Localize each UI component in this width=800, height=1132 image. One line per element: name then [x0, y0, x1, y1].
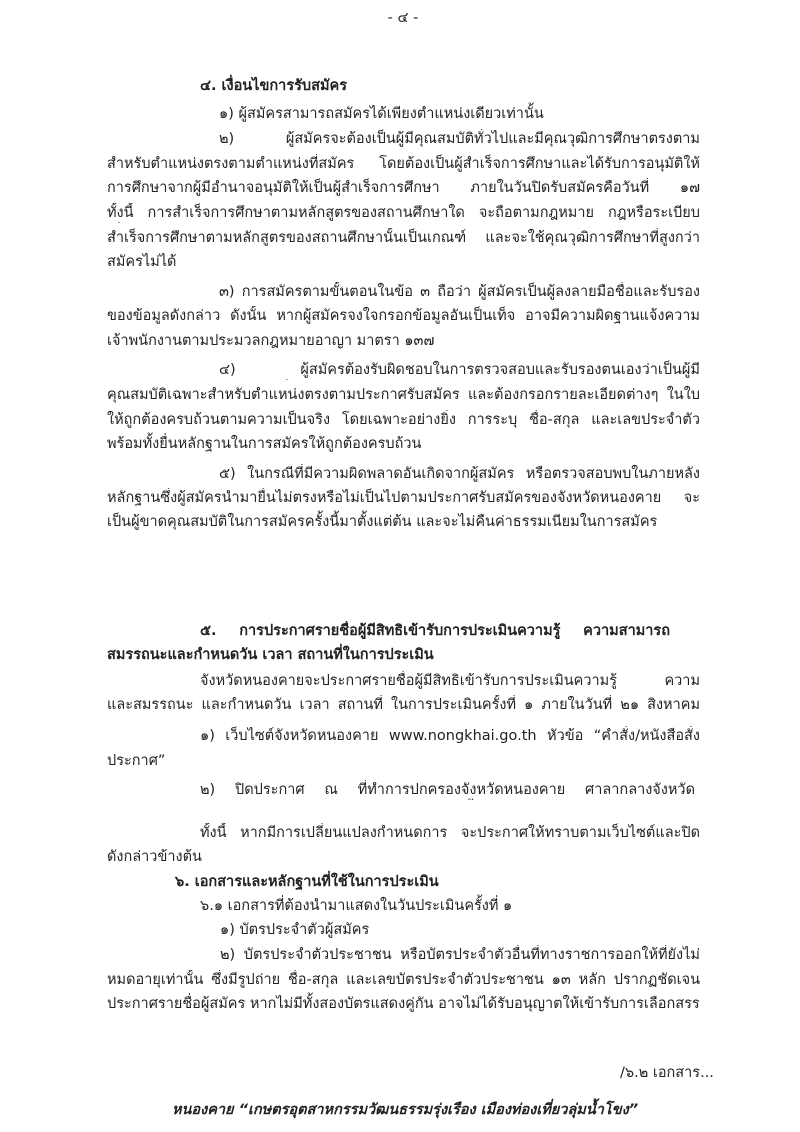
paragraph-line: ๖.๑ เอกสารที่ต้องนำมาแสดงในวันประเมินครั้งที่ ๑	[200, 898, 513, 914]
paragraph-line: เจ้าพนักงานตามประมวลกฎหมายอาญา มาตรา ๑๓๗	[107, 333, 435, 349]
paragraph-line: การศึกษาจากผู้มีอำนาจอนุมัติให้เป็นผู้สำเร็จการศึกษา ภายในวันปิดรับสมัครคือวันที่ ๑๗	[107, 180, 700, 196]
paragraph-line: สมัครไม่ได้	[107, 254, 177, 270]
section-heading: ๕. การประกาศรายชื่อผู้มีสิทธิเข้ารับการประเมินความรู้ ความสามารถ	[200, 623, 670, 639]
paragraph-line: หมดอายุเท่านั้น ซึ่งมีรูปถ่าย ชื่อ-สกุล และเลขบัตรประจำตัวประชาชน ๑๓ หลัก ปรากฏชัดเจน	[107, 972, 700, 988]
paragraph-line: ๑) ผู้สมัครสามารถสมัครได้เพียงตำแหน่งเดียวเท่านั้น	[219, 106, 544, 122]
paragraph-line: ๔) ผู้สมัครต้องรับผิดชอบในการตรวจสอบและรับรองตนเองว่าเป็นผู้มี	[219, 362, 700, 378]
section-heading: ๔. เงื่อนไขการรับสมัคร	[200, 78, 347, 94]
paragraph-line: ๓) การสมัครตามขั้นตอนในข้อ ๓ ถือว่า ผู้สมัครเป็นผู้ลงลายมือชื่อและรับรอง	[219, 284, 700, 300]
footer-slogan: หนองคาย “เกษตรอุตสาหกรรมวัฒนธรรมรุ่งเรือง เมืองท่องเที่ยวลุ่มน้ำโขง”	[171, 1102, 639, 1118]
paragraph-line: ของข้อมูลดังกล่าว ดังนั้น หากผู้สมัครจงใจกรอกข้อมูลอันเป็นเท็จ อาจมีความผิดฐานแจ้งความ	[107, 308, 700, 324]
paragraph-line: ๒) ผู้สมัครจะต้องเป็นผู้มีคุณสมบัติทั่วไปและมีคุณวุฒิการศึกษาตรงตาม	[219, 131, 700, 147]
paragraph-line: สำหรับตำแหน่งตรงตามตำแหน่งที่สมัคร โดยต้องเป็นผู้สำเร็จการศึกษาและได้รับการอนุมัติให้	[107, 156, 700, 172]
paragraph-line: และสมรรถนะ และกำหนดวัน เวลา สถานที่ ในการประเมินครั้งที่ ๑ ภายในวันที่ ๒๑ สิงหาคม	[107, 697, 700, 713]
paragraph-line: สำเร็จการศึกษาตามหลักสูตรของสถานศึกษานั้นเป็นเกณฑ์ และจะใช้คุณวุฒิการศึกษาที่สูงกว่า	[107, 230, 700, 246]
continuation-note: /๖.๒ เอกสาร...	[620, 1065, 714, 1081]
paragraph-line: เป็นผู้ขาดคุณสมบัติในการสมัครครั้งนี้มาตั้งแต่ต้น และจะไม่คืนค่าธรรมเนียมในการสมัคร	[107, 514, 658, 530]
paragraph-line: พร้อมทั้งยื่นหลักฐานในการสมัครให้ถูกต้องครบถ้วน	[107, 436, 422, 452]
paragraph-line: จังหวัดหนองคายจะประกาศรายชื่อผู้มีสิทธิเข้ารับการประเมินความรู้ ความ	[200, 673, 700, 689]
paragraph-line: ๕) ในกรณีที่มีความผิดพลาดอันเกิดจากผู้สมัคร หรือตรวจสอบพบในภายหลัง	[219, 466, 700, 482]
paragraph-line: ทั้งนี้ การสำเร็จการศึกษาตามหลักสูตรของสถานศึกษาใด จะถือตามกฎหมาย กฎหรือระเบียบ	[107, 205, 700, 221]
paragraph-line: ประกาศรายชื่อผู้สมัคร หากไม่มีทั้งสองบัตรแสดงคู่กัน อาจไม่ได้รับอนุญาตให้เข้ารับการเลือกสรร	[107, 996, 700, 1012]
paragraph-line: ทั้งนี้ หากมีการเปลี่ยนแปลงกำหนดการ จะประกาศให้ทราบตามเว็บไซต์และปิด	[200, 825, 700, 841]
page-number: - ๔ -	[387, 10, 419, 26]
paragraph-line: ประกาศ”	[107, 753, 166, 769]
paragraph-line: ๒) บัตรประจำตัวประชาชน หรือบัตรประจำตัวอื่นที่ทางราชการออกให้ที่ยังไม่	[220, 947, 700, 963]
paragraph-line: ๑) บัตรประจำตัวผู้สมัคร	[220, 922, 370, 938]
paragraph-line: หลักฐานซึ่งผู้สมัครนำมายื่นไม่ตรงหรือไม่เป็นไปตามประกาศรับสมัครของจังหวัดหนองคาย จะ	[107, 490, 700, 506]
section-heading: ๖. เอกสารและหลักฐานที่ใช้ในการประเมิน	[175, 874, 439, 890]
paragraph-line: ๒) ปิดประกาศ ณ ที่ทำการปกครองจังหวัดหนองคาย ศาลากลางจังหวัด	[200, 782, 695, 798]
paragraph-line: ๑) เว็บไซต์จังหวัดหนองคาย www.nongkhai.go.th หัวข้อ “คำสั่ง/หนังสือสั่ง	[200, 728, 700, 744]
paragraph-line: คุณสมบัติเฉพาะสำหรับตำแหน่งตรงตามประกาศรับสมัคร และต้องกรอกรายละเอียดต่างๆ ในใบ	[107, 387, 700, 403]
paragraph-line: ดังกล่าวข้างต้น	[107, 849, 202, 865]
section-heading: สมรรถนะและกำหนดวัน เวลา สถานที่ในการประเมิน	[107, 647, 434, 663]
paragraph-line: ให้ถูกต้องครบถ้วนตามความเป็นจริง โดยเฉพาะอย่างยิ่ง การระบุ ชื่อ-สกุล และเลขประจำตัว	[107, 412, 700, 428]
